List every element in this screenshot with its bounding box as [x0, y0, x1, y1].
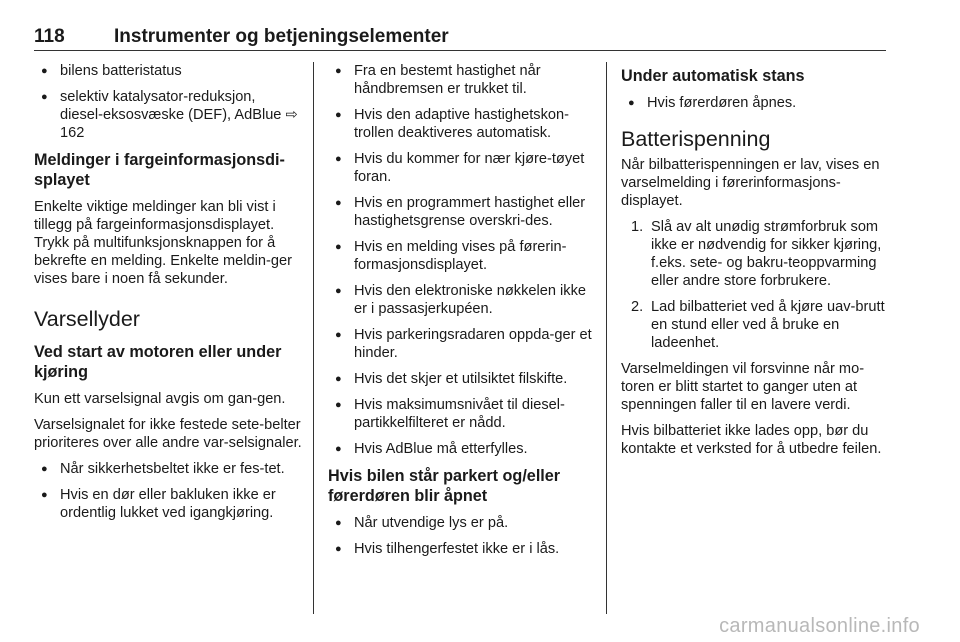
section-heading: Hvis bilen står parkert og/eller førerdøren blir åpnet	[328, 467, 561, 505]
section-title: Varsellyder	[34, 307, 140, 331]
list-item: ● selektiv katalysator-reduksjon, diesel-eksosvæske (DEF), AdBlue ⇨ 162	[34, 88, 302, 142]
column-1	[34, 62, 302, 530]
numbered-list	[621, 218, 887, 352]
paragraph: Varselsignalet for ikke festede sete-belter prioriteres over alle andre var-selsignaler.	[34, 417, 302, 451]
step-number: 2.	[631, 299, 644, 315]
list-item: ● Hvis den adaptive hastighetskon-trollen deaktiveres automatisk.	[328, 106, 594, 142]
column-2	[328, 62, 594, 566]
paragraph: Varselmeldingen vil forsvinne når mo-toren er blitt startet to ganger uten at spenningen faller til en lavere verdi.	[621, 361, 865, 413]
list-item: ● Hvis AdBlue må etterfylles.	[328, 440, 594, 458]
bullet-list	[328, 62, 594, 458]
list-item: ● Hvis en programmert hastighet eller hastighetsgrense overskri-des.	[328, 194, 594, 230]
step-text: Slå av alt unødig strømforbruk som ikke er nødvendig for sikker kjøring, f.eks. sete- og bakru-teoppvarming eller andre store forbrukere.	[651, 219, 882, 289]
list-item: ● Hvis parkeringsradaren oppda-ger et hinder.	[328, 326, 594, 362]
section-title: Batterispenning	[621, 127, 771, 151]
list-item: ● Når sikkerhetsbeltet ikke er fes-tet.	[34, 460, 302, 478]
list-item: ● Hvis en melding vises på førerin-formasjonsdisplayet.	[328, 238, 594, 274]
list-item: ● Hvis den elektroniske nøkkelen ikke er i passasjerkupéen.	[328, 282, 594, 318]
page-title: Instrumenter og betjeningselementer	[114, 26, 449, 47]
bullet-list	[34, 460, 302, 522]
list-item: ● Hvis det skjer et utilsiktet filskifte.	[328, 370, 594, 388]
list-item	[621, 218, 887, 290]
list-item: ● Hvis du kommer for nær kjøre-tøyet foran.	[328, 150, 594, 186]
column-divider-1	[313, 62, 314, 614]
page-number: 118	[34, 26, 65, 47]
paragraph: Når bilbatterispenningen er lav, vises en varselmelding i førerinformasjons-displayet.	[621, 157, 880, 209]
section-heading: Meldinger i fargeinformasjonsdi-splayet	[34, 151, 285, 189]
paragraph: Hvis bilbatteriet ikke lades opp, bør du kontakte et verksted for å utbedre feilen.	[621, 423, 882, 457]
paragraph: Enkelte viktige meldinger kan bli vist i tillegg på fargeinformasjonsdisplayet. Trykk på multifunksjonsknappen for å bekrefte en melding. Enkelte meldin-ger vises bare i noen få sekunder.	[34, 199, 292, 287]
top-bullet-list	[34, 62, 302, 142]
list-item: ● Fra en bestemt hastighet når håndbremsen er trukket til.	[328, 62, 594, 98]
column-3	[621, 62, 887, 466]
bullet-list	[328, 514, 594, 558]
paragraph: Kun ett varselsignal avgis om gan-gen.	[34, 391, 286, 407]
step-number: 1.	[631, 219, 644, 235]
watermark: carmanualsonline.info	[719, 615, 920, 637]
step-text: Lad bilbatteriet ved å kjøre uav-brutt en stund eller ved å bruke en ladeenhet.	[651, 299, 885, 351]
list-item: ● Hvis tilhengerfestet ikke er i lås.	[328, 540, 594, 558]
list-item: ● Hvis en dør eller bakluken ikke er ordentlig lukket ved igangkjøring.	[34, 486, 302, 522]
list-item: ● Når utvendige lys er på.	[328, 514, 594, 532]
column-divider-2	[606, 62, 607, 614]
list-item: ● Hvis maksimumsnivået til diesel-partikkelfilteret er nådd.	[328, 396, 594, 432]
bullet-list	[621, 94, 887, 112]
list-item: ● Hvis førerdøren åpnes.	[621, 94, 887, 112]
list-item: ● bilens batteristatus	[34, 62, 302, 80]
section-heading: Ved start av motoren eller under kjøring	[34, 343, 282, 381]
page-header	[34, 16, 886, 51]
section-heading: Under automatisk stans	[621, 67, 805, 85]
list-item	[621, 298, 887, 352]
